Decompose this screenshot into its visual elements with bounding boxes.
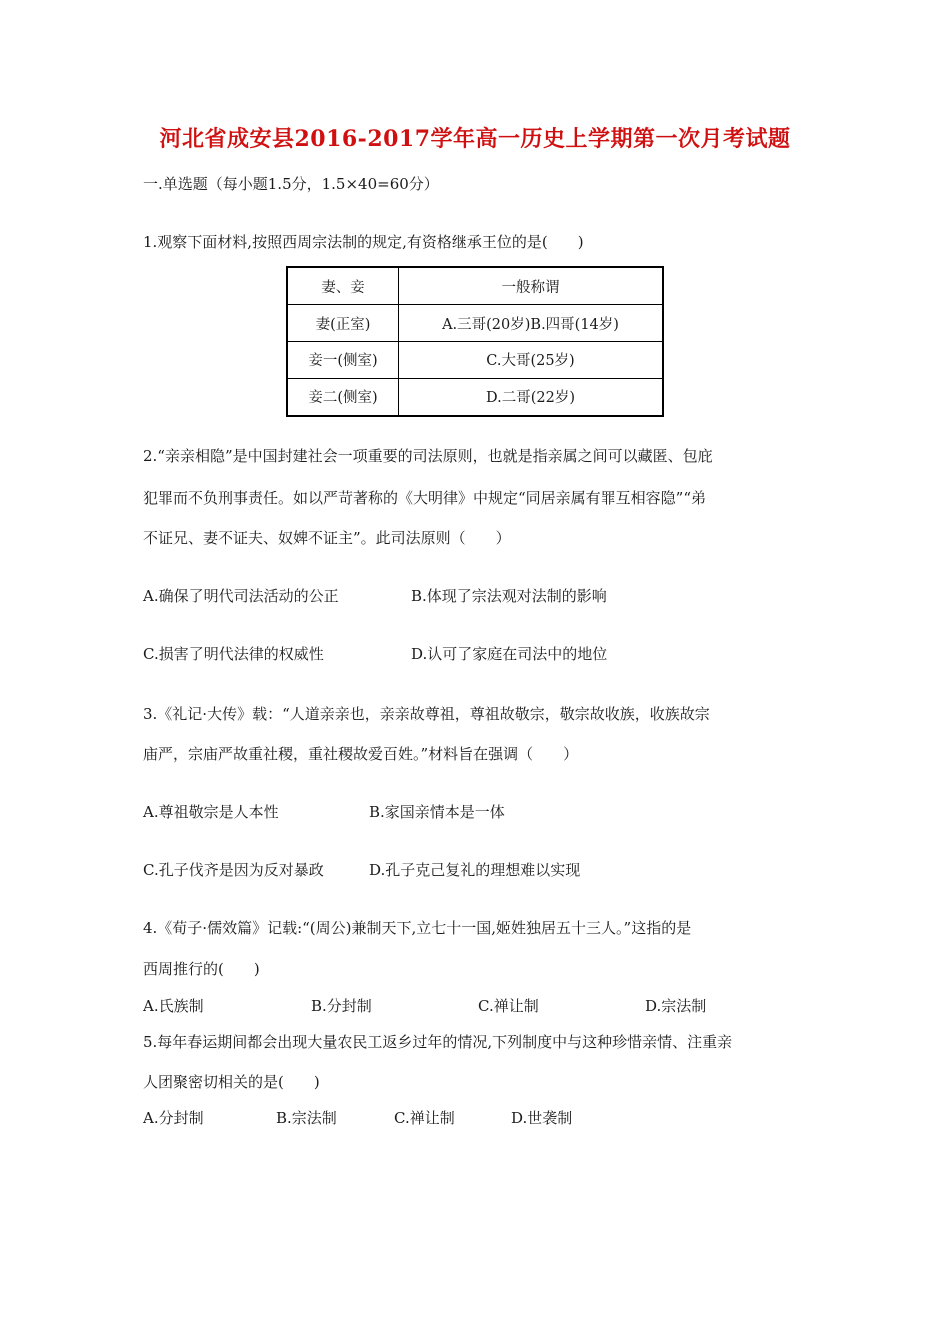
table-cell: A.三哥(20岁)B.四哥(14岁) <box>399 305 664 342</box>
section-heading: 一.单选题（每小题1.5分，1.5×40=60分） <box>143 175 439 193</box>
question-3-option: B.家国亲情本是一体 <box>369 803 505 821</box>
question-2-option: A.确保了明代司法活动的公正 <box>143 587 339 605</box>
table-header-cell: 一般称谓 <box>399 267 664 305</box>
table-cell: 妾一(侧室) <box>287 341 399 378</box>
question-3-option: A.尊祖敬宗是人本性 <box>143 803 279 821</box>
question-2-line: 犯罪而不负刑事责任。如以严苛著称的《大明律》中规定“同居亲属有罪互相容隐”“弟 <box>143 489 707 507</box>
question-4-line: 西周推行的( ) <box>143 960 260 978</box>
question-2-line: 2.“亲亲相隐”是中国封建社会一项重要的司法原则，也就是指亲属之间可以藏匿、包庇 <box>143 447 713 465</box>
question-3-line: 庙严，宗庙严故重社稷，重社稷故爱百姓。”材料旨在强调（ ） <box>143 745 579 763</box>
question-2-option: C.损害了明代法律的权威性 <box>143 645 324 663</box>
table-cell: 妻(正室) <box>287 305 399 342</box>
question-3-option: C.孔子伐齐是因为反对暴政 <box>143 861 324 879</box>
question-4-option: C.禅让制 <box>478 997 539 1015</box>
question-5-option: D.世袭制 <box>511 1109 573 1127</box>
question-5-option: A.分封制 <box>143 1109 204 1127</box>
table-cell: D.二哥(22岁) <box>399 378 664 416</box>
question-4-option: D.宗法制 <box>645 997 707 1015</box>
table-row <box>287 305 663 342</box>
question-3-line: 3.《礼记·大传》载：“人道亲亲也，亲亲故尊祖，尊祖故敬宗，敬宗故收族，收族故宗 <box>143 705 710 723</box>
table-cell: C.大哥(25岁) <box>399 341 664 378</box>
question-2-line: 不证兄、妻不证夫、奴婢不证主”。此司法原则（ ） <box>143 529 511 547</box>
table-header-row <box>287 267 663 305</box>
question-2-option: D.认可了家庭在司法中的地位 <box>411 645 608 663</box>
question-3-option: D.孔子克己复礼的理想难以实现 <box>369 861 581 879</box>
question-5-option: B.宗法制 <box>276 1109 337 1127</box>
question-4-option: A.氏族制 <box>143 997 204 1015</box>
table-row <box>287 341 663 378</box>
question-5-option: C.禅让制 <box>394 1109 455 1127</box>
question-5-line: 5.每年春运期间都会出现大量农民工返乡过年的情况,下列制度中与这种珍惜亲情、注重亲 <box>143 1033 733 1051</box>
question-1-table <box>286 266 664 417</box>
question-2-option: B.体现了宗法观对法制的影响 <box>411 587 607 605</box>
question-1-stem: 1.观察下面材料,按照西周宗法制的规定,有资格继承王位的是( ) <box>143 233 584 251</box>
question-4-option: B.分封制 <box>311 997 372 1015</box>
question-5-line: 人团聚密切相关的是( ) <box>143 1073 320 1091</box>
table-cell: 妾二(侧室) <box>287 378 399 416</box>
question-4-line: 4.《荀子·儒效篇》记载:“(周公)兼制天下,立七十一国,姬姓独居五十三人。”这指的是 <box>143 919 692 937</box>
table-row <box>287 378 663 416</box>
exam-title: 河北省成安县2016-2017学年高一历史上学期第一次月考试题 <box>159 126 791 152</box>
table-header-cell: 妻、妾 <box>287 267 399 305</box>
